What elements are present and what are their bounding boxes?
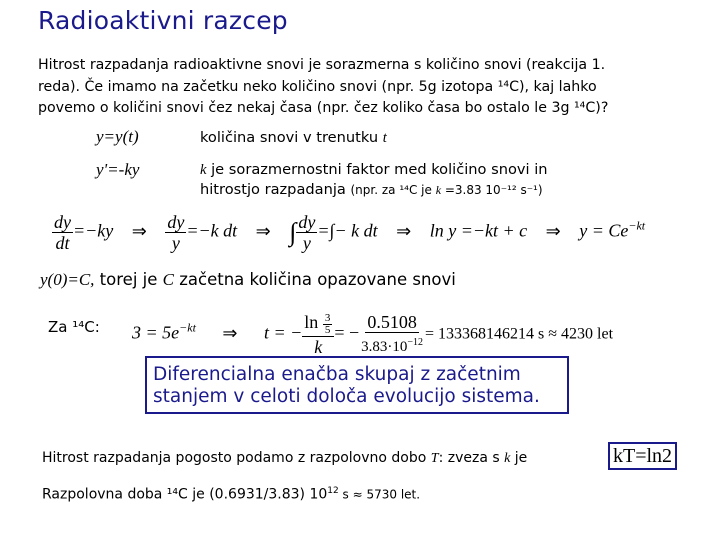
frac-dy-dt-num: dy	[54, 212, 71, 232]
initial-var: C	[162, 270, 174, 289]
def-text-y-main: količina snovi v trenutku	[200, 129, 383, 146]
def-text-k-var: k	[200, 162, 207, 178]
halflife-var-t: T	[430, 451, 439, 466]
frac-value-den-base: 3.83·10	[361, 339, 408, 355]
key-statement-box: Diferencialna enačba skupaj z začetnim stanjem v celoti določa evolucijo sistema.	[145, 356, 569, 414]
def-line2-small-b: =3.83 10⁻¹² s⁻¹)	[441, 183, 543, 197]
def-line2-main: hitrostjo razpadanja	[200, 181, 346, 198]
intro-line-2: reda). Če imamo na začetku neko količino snovi (npr. 5g izotopa ¹⁴C), kaj lahko	[38, 79, 597, 95]
frac-dy-dt	[52, 212, 73, 253]
initial-text-2: začetna količina opazovane snovi	[173, 270, 456, 289]
def-line2-small-var: k	[435, 183, 442, 197]
ln-text: ln	[304, 312, 323, 333]
def-text-k	[200, 161, 548, 179]
initial-condition	[40, 270, 456, 290]
frac-ln	[302, 312, 334, 356]
eq-5-exp: −kt	[628, 218, 646, 233]
frac-value-num: 0.5108	[367, 312, 417, 332]
def-symbol-y: y=y(t)	[96, 127, 139, 146]
example-eq1-exp: −kt	[179, 320, 196, 335]
frac-value-den	[359, 333, 425, 357]
example-arrow: ⇒	[222, 322, 238, 343]
example-eq1: 3 = 5e	[132, 322, 180, 343]
final-row	[42, 486, 420, 503]
frac-ln-num	[302, 312, 334, 336]
def-line2-small	[351, 183, 543, 197]
halflife-text-1: Hitrost razpadanja pogosto podamo z razpolovno dobo	[42, 450, 431, 466]
integral-sign: ∫	[289, 217, 297, 247]
frac-3-5-num: 3	[324, 311, 331, 324]
frac-int-num: dy	[298, 212, 316, 232]
def-symbol-dy: y'=-ky	[96, 160, 140, 179]
final-text: Razpolovna doba ¹⁴C je (0.6931/3.83) 10	[42, 486, 328, 503]
frac-dy-y-den: y	[171, 233, 180, 253]
halflife-var-k: k	[504, 451, 511, 466]
frac-3-5	[323, 313, 333, 336]
initial-text-1: torej je	[94, 270, 163, 289]
example-eq-sign: = −	[334, 322, 360, 343]
implies-arrow-4: ⇒	[545, 220, 561, 241]
example-equation	[132, 312, 613, 357]
page-title: Radioaktivni razcep	[38, 6, 288, 35]
frac-int-dy-y	[296, 212, 317, 253]
derivation-chain	[52, 212, 645, 253]
halflife-formula-box: kT=ln2	[608, 442, 677, 470]
implies-arrow-2: ⇒	[255, 220, 271, 241]
def-text-y-var: t	[382, 130, 387, 146]
frac-int-den: y	[302, 233, 311, 253]
frac-value	[359, 312, 425, 357]
eq-2-rhs: =−k dt	[186, 220, 238, 241]
initial-cond: y(0)=C,	[40, 270, 95, 289]
halflife-text-3: je	[510, 450, 528, 466]
final-small: s ≈ 5730 let.	[338, 487, 421, 502]
halflife-text-2: : zveza s	[438, 450, 505, 466]
eq-5: y = Ce	[579, 220, 629, 241]
implies-arrow-1: ⇒	[131, 220, 147, 241]
def-line2-small-a: (npr. za ¹⁴C je	[350, 183, 436, 197]
example-t-eq: t = −	[264, 322, 303, 343]
def-text-y	[200, 129, 387, 147]
implies-arrow-3: ⇒	[396, 220, 412, 241]
intro-line-3: povemo o količini snovi čez nekaj časa (npr. čez koliko časa bo ostalo le 3g ¹⁴C)?	[38, 100, 609, 116]
frac-ln-den: k	[314, 336, 323, 357]
def-text-k-line2	[200, 181, 543, 198]
frac-dy-y-num: dy	[167, 212, 185, 232]
final-exp: 12	[327, 486, 339, 496]
frac-dy-dt-den: dt	[55, 233, 70, 253]
eq-1-rhs: =−ky	[73, 220, 114, 241]
def-text-k-main: je sorazmernostni faktor med količino snovi in	[206, 161, 548, 178]
halflife-row	[42, 450, 527, 467]
frac-3-5-den: 5	[324, 323, 331, 336]
frac-value-den-exp: −12	[407, 337, 424, 348]
example-result: = 133368146214 s ≈ 4230 let	[425, 325, 614, 343]
eq-4: ln y =−kt + c	[429, 220, 528, 241]
example-label: Za ¹⁴C:	[48, 318, 100, 336]
intro-line-1: Hitrost razpadanja radioaktivne snovi je sorazmerna s količino snovi (reakcija 1.	[38, 57, 606, 73]
eq-3-rhs: =∫− k dt	[317, 220, 378, 241]
frac-dy-y	[165, 212, 186, 253]
